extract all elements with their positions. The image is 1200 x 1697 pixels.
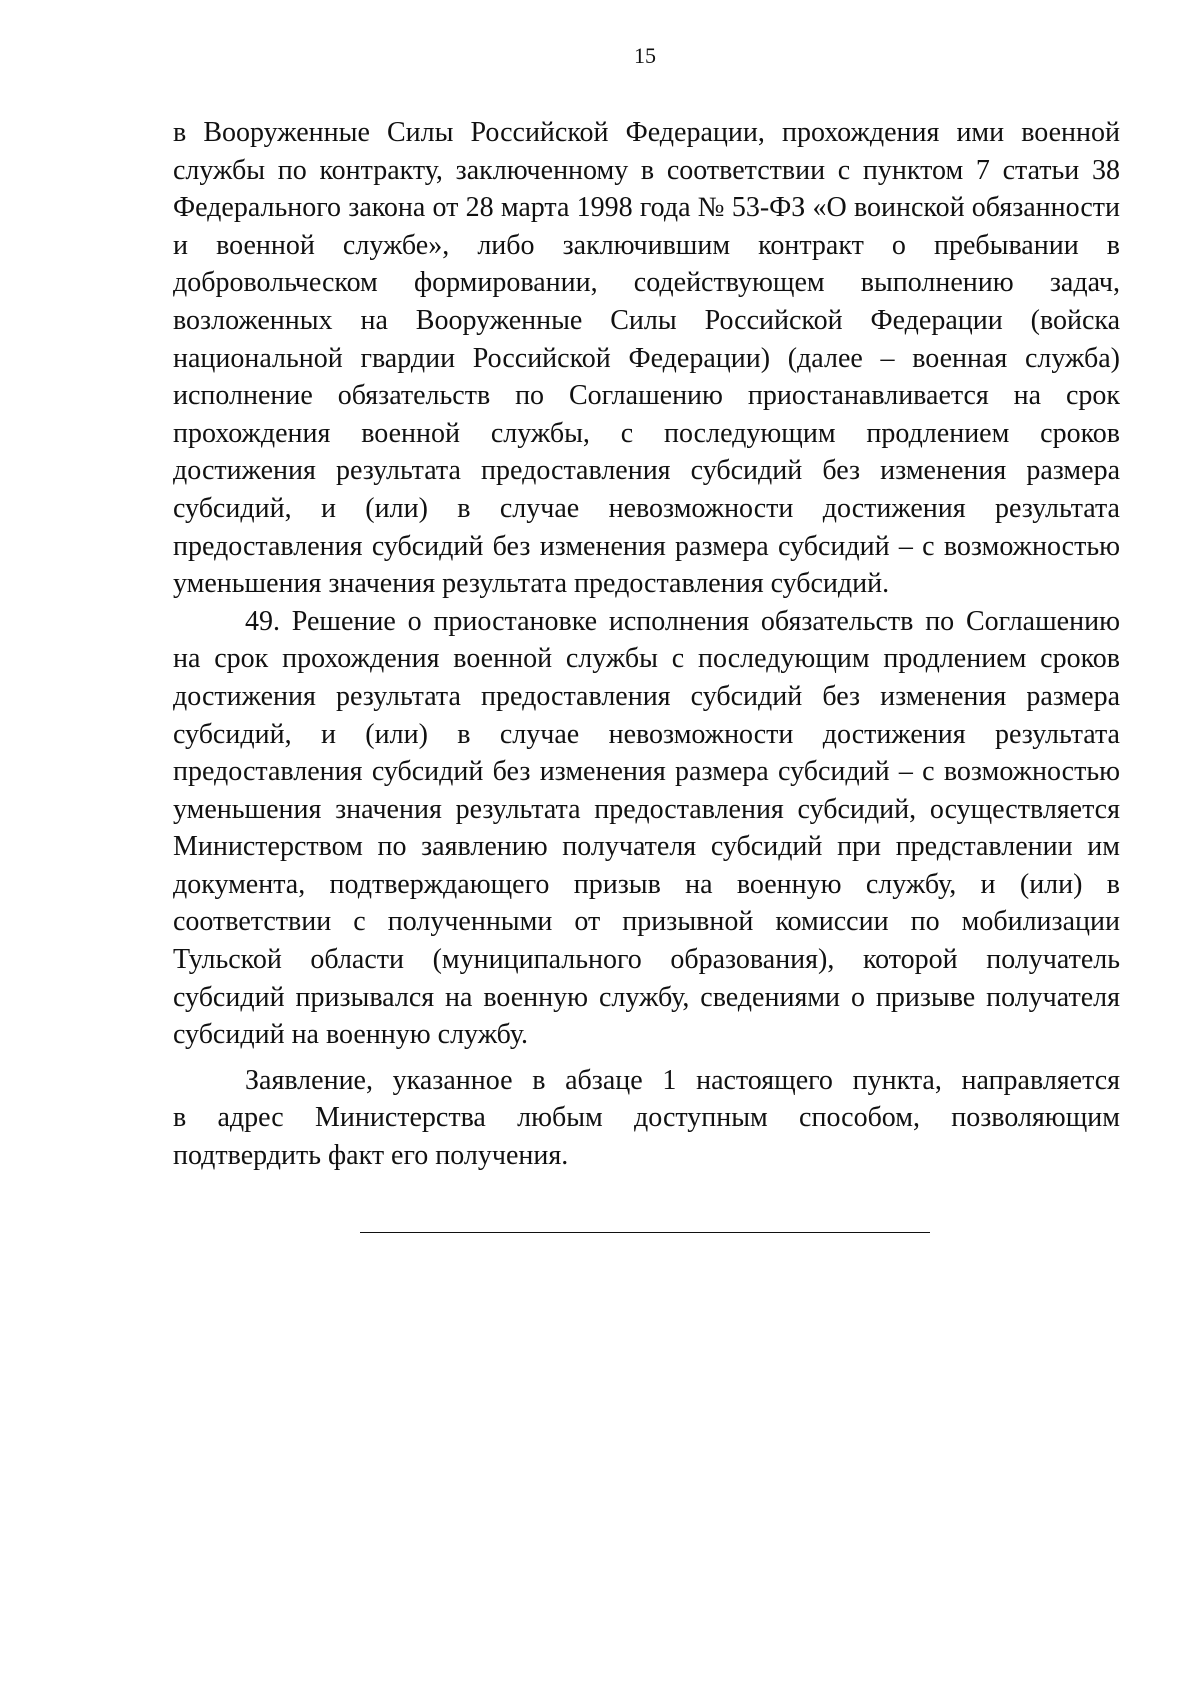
text-line: подтвердить факт его получения. <box>173 1140 569 1172</box>
end-divider-line <box>360 1232 930 1233</box>
text-line: достижения результата предоставления субсидий без изменения размера <box>173 455 1120 487</box>
text-line: уменьшения значения результата предоставления субсидий. <box>173 568 890 600</box>
text-line: Министерством по заявлению получателя субсидий при представлении им <box>173 831 1120 863</box>
text-line: в адрес Министерства любым доступным способом, позволяющим <box>173 1102 1120 1134</box>
text-line: на срок прохождения военной службы с последующим продлением сроков <box>173 643 1120 675</box>
text-line: и военной службе», либо заключившим контракт о пребывании в <box>173 229 1120 261</box>
text-line: соответствии с полученными от призывной комиссии по мобилизации <box>173 906 1120 938</box>
text-line: службы по контракту, заключенному в соответствии с пунктом 7 статьи 38 <box>173 154 1120 186</box>
text-line: Тульской области (муниципального образования), которой получатель <box>173 944 1120 976</box>
text-line: предоставления субсидий без изменения размера субсидий – с возможностью <box>173 756 1120 788</box>
paragraph-military-service <box>173 114 1120 603</box>
text-line: Федерального закона от 28 марта 1998 года № 53-ФЗ «О воинской обязанности <box>173 192 1120 224</box>
text-line: уменьшения значения результата предоставления субсидий, осуществляется <box>173 793 1120 825</box>
text-line: субсидий на военную службу. <box>173 1019 529 1051</box>
paragraph-application <box>173 1062 1120 1175</box>
text-line: субсидий, и (или) в случае невозможности достижения результата <box>173 492 1120 524</box>
text-line: прохождения военной службы, с последующим продлением сроков <box>173 417 1120 449</box>
text-line: исполнение обязательств по Соглашению приостанавливается на срок <box>173 380 1120 412</box>
text-line: добровольческом формировании, содействующем выполнению задач, <box>173 267 1120 299</box>
document-body <box>173 114 1120 1175</box>
text-line: субсидий призывался на военную службу, сведениями о призыве получателя <box>173 981 1120 1013</box>
paragraph-49 <box>173 603 1120 1054</box>
text-line: достижения результата предоставления субсидий без изменения размера <box>173 680 1120 712</box>
text-line: возложенных на Вооруженные Силы Российской Федерации (войска <box>173 304 1120 336</box>
page-number: 15 <box>634 43 656 68</box>
text-line: 49. Решение о приостановке исполнения обязательств по Соглашению <box>245 605 1120 637</box>
text-line: национальной гвардии Российской Федерации) (далее – военная служба) <box>173 342 1120 374</box>
text-line: субсидий, и (или) в случае невозможности достижения результата <box>173 718 1120 750</box>
text-line: в Вооруженные Силы Российской Федерации, прохождения ими военной <box>173 117 1120 148</box>
text-line: Заявление, указанное в абзаце 1 настоящего пункта, направляется <box>245 1064 1120 1096</box>
text-line: документа, подтверждающего призыв на военную службу, и (или) в <box>173 868 1120 900</box>
text-line: предоставления субсидий без изменения размера субсидий – с возможностью <box>173 530 1120 562</box>
